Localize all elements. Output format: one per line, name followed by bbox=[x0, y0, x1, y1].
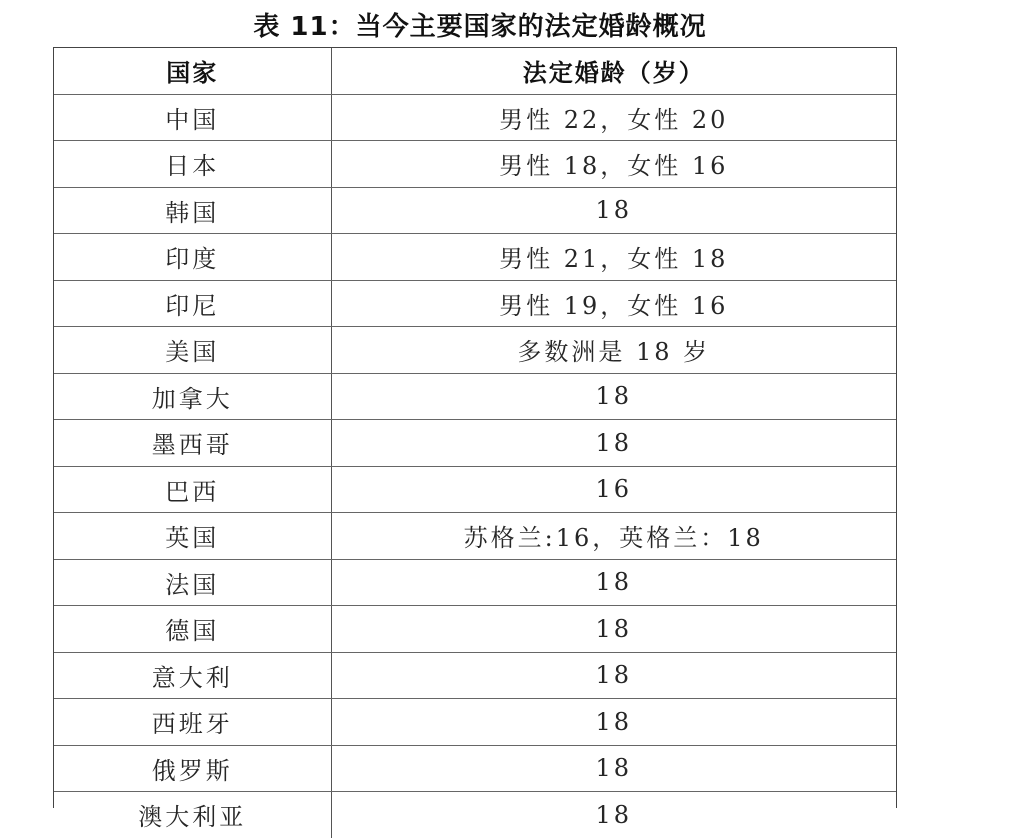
table-row bbox=[54, 745, 896, 792]
age-cell: 18 bbox=[331, 373, 896, 420]
country-cell: 美国 bbox=[54, 327, 331, 374]
country-cell: 德国 bbox=[54, 606, 331, 653]
age-cell: 18 bbox=[331, 606, 896, 653]
age-cell: 18 bbox=[595, 800, 633, 829]
age-cell: 多数洲是 18 岁 bbox=[331, 327, 896, 374]
age-cell: 18 bbox=[331, 187, 896, 234]
table-row bbox=[54, 280, 896, 327]
country-cell: 墨西哥 bbox=[54, 420, 331, 467]
country-cell: 英国 bbox=[54, 513, 331, 560]
country-cell: 西班牙 bbox=[54, 699, 331, 746]
marriage-age-table bbox=[53, 47, 897, 832]
country-cell: 法国 bbox=[54, 559, 331, 606]
header-legal-age: 法定婚龄（岁） bbox=[331, 48, 896, 94]
age-cell: 男性 22，女性 20 bbox=[331, 94, 896, 141]
table-row bbox=[54, 699, 896, 746]
age-cell: 苏格兰:16，英格兰：18 bbox=[331, 513, 896, 560]
table-row bbox=[54, 559, 896, 606]
table-row bbox=[54, 792, 896, 838]
table-row bbox=[54, 420, 896, 467]
table-header-row bbox=[54, 48, 896, 94]
age-cell: 18 bbox=[331, 699, 896, 746]
age-cell: 男性 19，女性 16 bbox=[331, 280, 896, 327]
country-cell: 巴西 bbox=[54, 466, 331, 513]
country-cell: 印度 bbox=[54, 234, 331, 281]
table-row bbox=[54, 327, 896, 374]
age-cell: 16 bbox=[331, 466, 896, 513]
table-title: 表 11：当今主要国家的法定婚龄概况 bbox=[253, 12, 707, 42]
age-cell: 18 bbox=[331, 420, 896, 467]
table-row bbox=[54, 234, 896, 281]
table-row bbox=[54, 187, 896, 234]
country-cell: 韩国 bbox=[54, 187, 331, 234]
age-cell: 18 bbox=[331, 559, 896, 606]
age-cell: 男性 21，女性 18 bbox=[331, 234, 896, 281]
country-cell: 意大利 bbox=[54, 652, 331, 699]
age-cell: 18 bbox=[331, 652, 896, 699]
table-row bbox=[54, 94, 896, 141]
table-row bbox=[54, 606, 896, 653]
country-cell: 加拿大 bbox=[54, 373, 331, 420]
table-row bbox=[54, 141, 896, 188]
age-cell: 男性 18，女性 16 bbox=[331, 141, 896, 188]
country-cell: 中国 bbox=[54, 94, 331, 141]
age-cell: 18 bbox=[331, 745, 896, 792]
country-cell: 印尼 bbox=[54, 280, 331, 327]
table-row bbox=[54, 466, 896, 513]
country-cell: 日本 bbox=[54, 141, 331, 188]
country-cell: 俄罗斯 bbox=[54, 745, 331, 792]
country-cell: 澳大利亚 bbox=[54, 792, 331, 838]
table-row bbox=[54, 652, 896, 699]
table-row bbox=[54, 513, 896, 560]
table-row bbox=[54, 373, 896, 420]
header-country: 国家 bbox=[54, 48, 331, 94]
